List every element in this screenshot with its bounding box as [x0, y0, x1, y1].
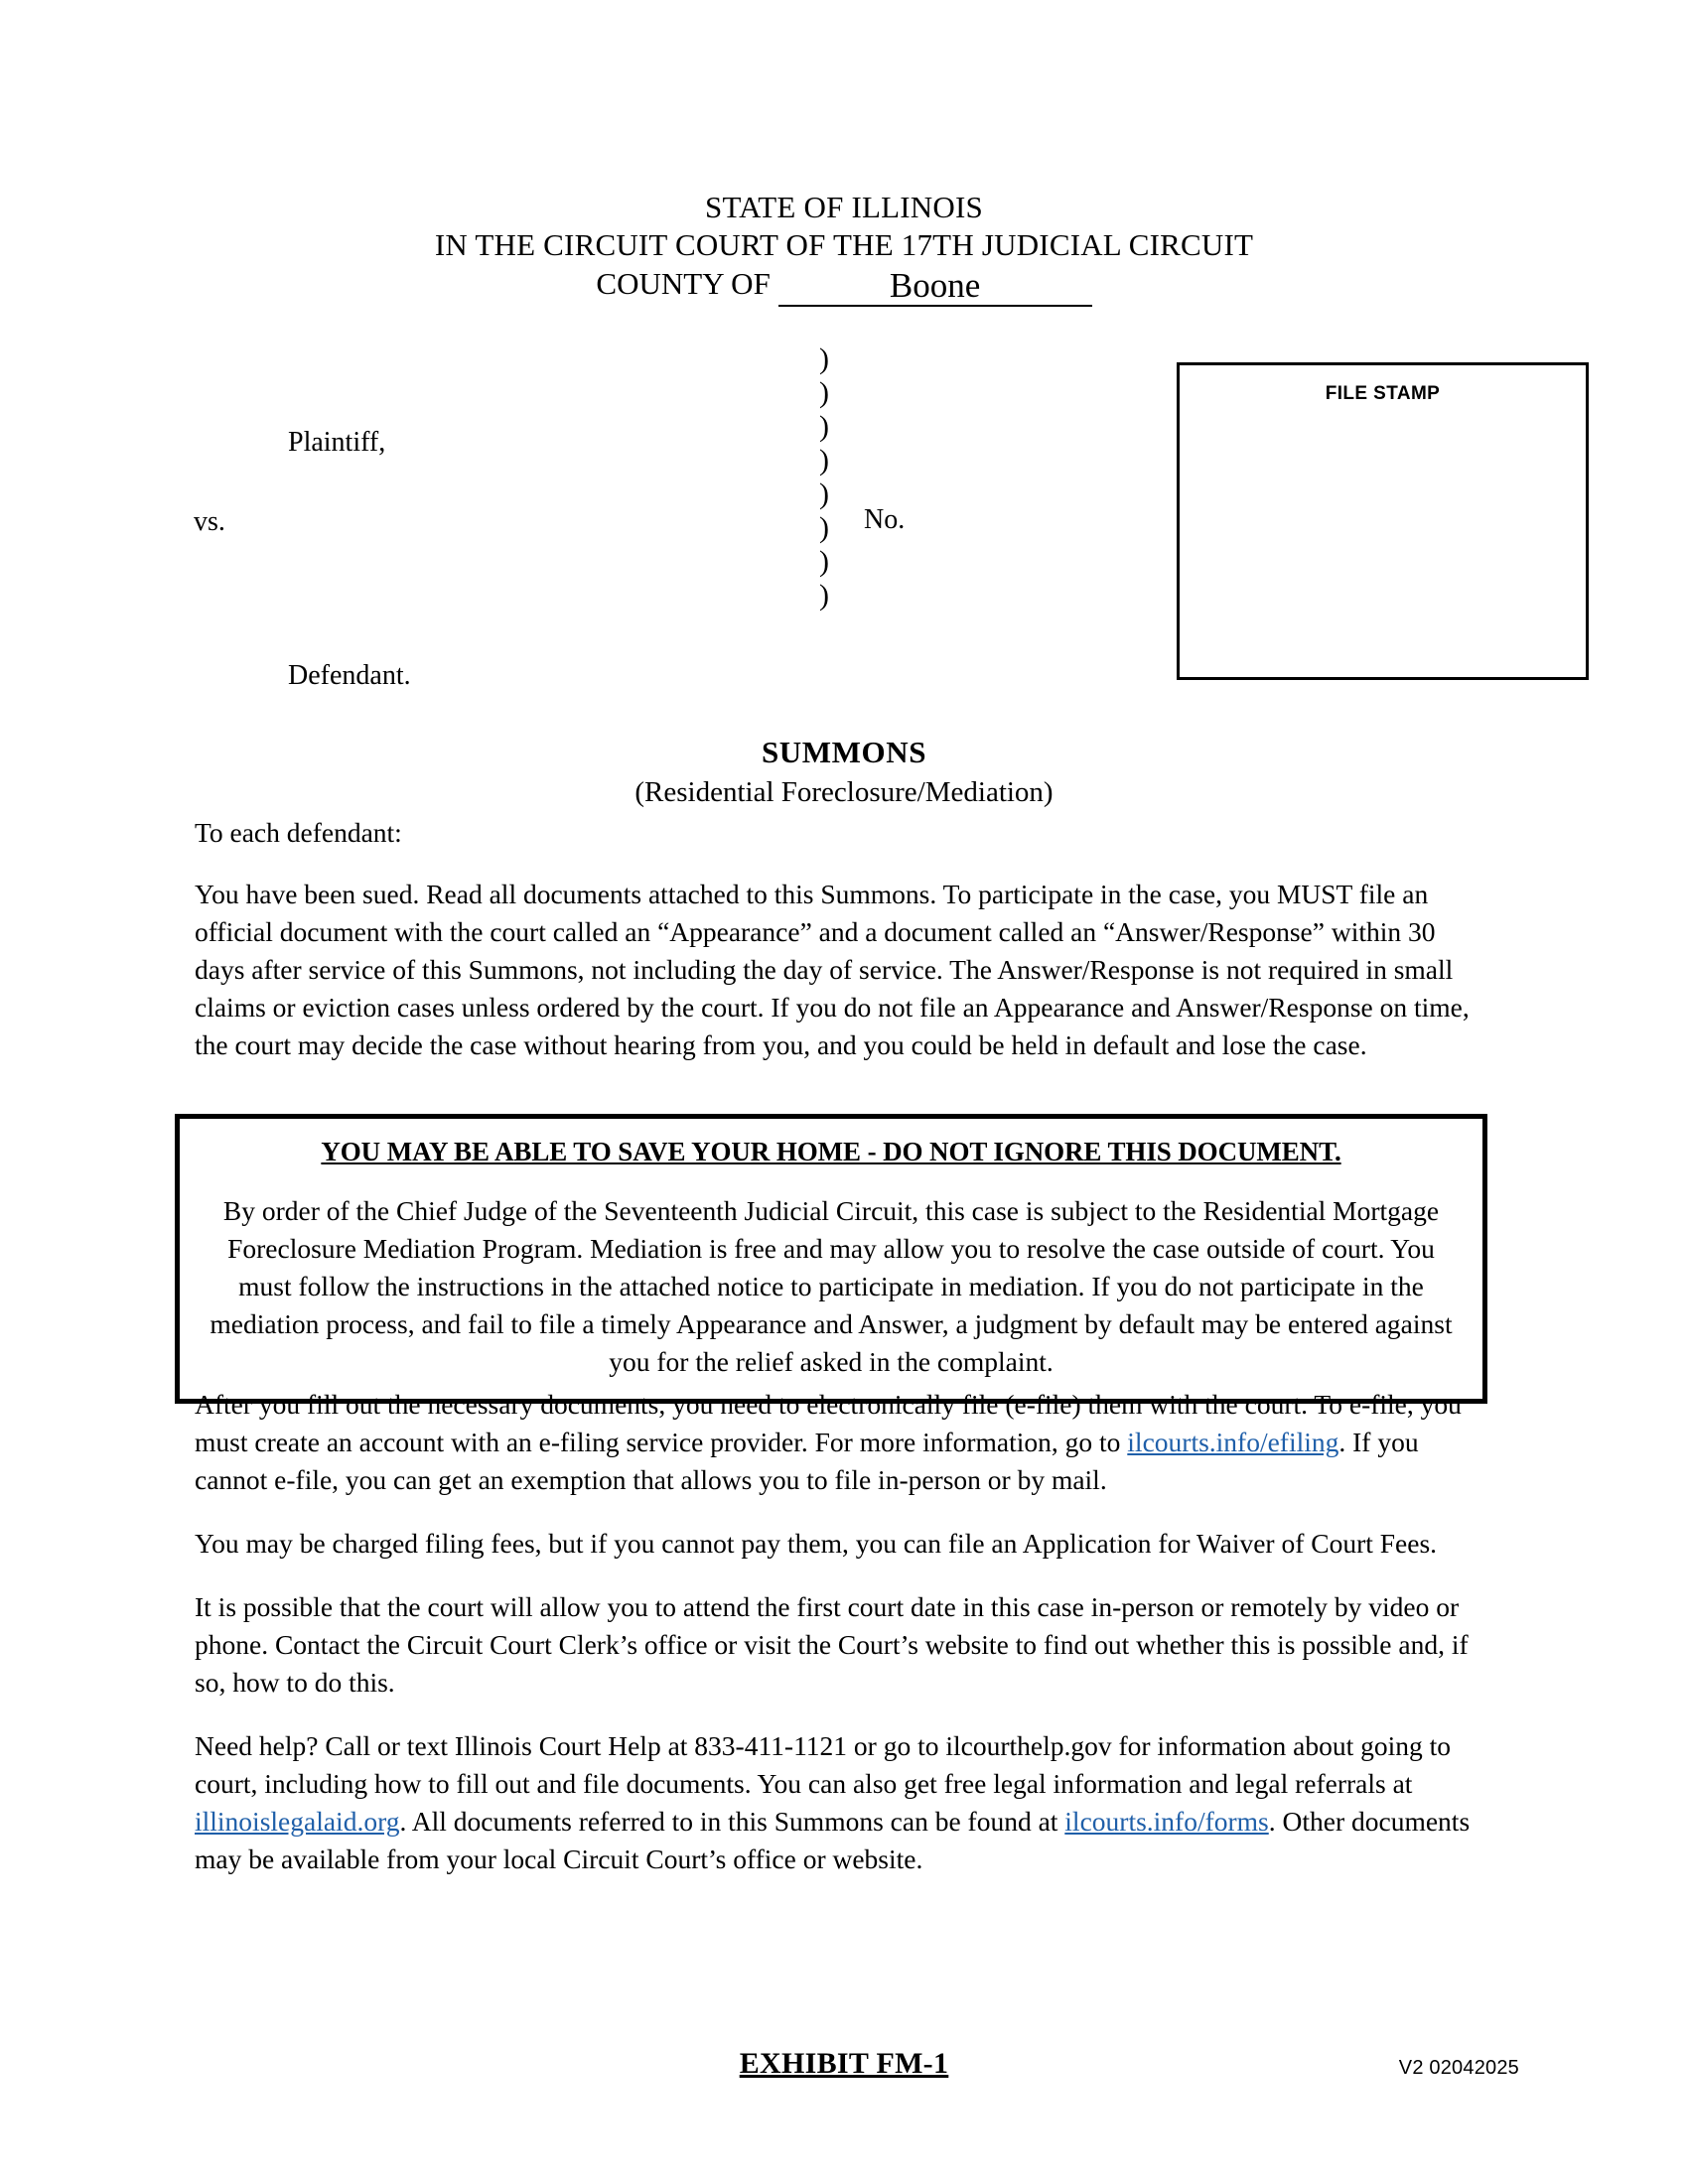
file-stamp-label: FILE STAMP	[1325, 383, 1441, 404]
defendant-label: Defendant.	[288, 660, 411, 691]
court-header	[0, 189, 1688, 307]
efiling-link[interactable]: ilcourts.info/efiling	[1127, 1427, 1339, 1457]
case-number-label: No.	[864, 504, 906, 535]
caption-paren: )	[819, 342, 829, 375]
versus-label: vs.	[194, 506, 225, 537]
case-caption	[184, 342, 1504, 690]
efile-text-after: . If you cannot e-file, you can get an exemption that allows you to file in-person or by mail.	[195, 1427, 1419, 1495]
page-title: SUMMONS	[761, 735, 927, 769]
state-line: STATE OF ILLINOIS	[705, 190, 983, 224]
file-stamp-box	[1177, 362, 1589, 680]
exhibit-label: EXHIBIT FM-1	[739, 2047, 949, 2080]
efile-text-before: After you fill out the necessary documents, you need to electronically file (e-file) them with the court. To e-file, you must create an account with an e-filing service provider. For more information, go to	[195, 1389, 1462, 1457]
help-text-before: Need help? Call or text Illinois Court Help at 833-411-1121 or go to ilcourthelp.gov for information about going to court, including how to fill out and file documents. You can also get free legal information and legal referrals at	[195, 1730, 1452, 1799]
county-line	[0, 264, 1688, 307]
lawsuit-notice-paragraph: You have been sued. Read all documents attached to this Summons. To participate in the case, you MUST file an official document with the court called an “Appearance” and a document called an “Answer/Response” within 30 days after service of this Summons, not including the day of service. The Answer/Response is not required in small claims or eviction cases unless ordered by the court. If you do not file an Appearance and Answer/Response on time, the court may decide the case without hearing from you, and you could be held in default and lose the case.	[195, 879, 1470, 1060]
caption-paren: )	[819, 545, 829, 578]
caption-paren: )	[819, 444, 829, 477]
page-subtitle: (Residential Foreclosure/Mediation)	[634, 776, 1054, 808]
plaintiff-label: Plaintiff,	[288, 427, 386, 458]
remote-appearance-paragraph: It is possible that the court will allow you to attend the first court date in this case in-person or remotely by video or phone. Contact the Circuit Court Clerk’s office or visit the Court’s website to find out whether this is possible and, if so, how to do this.	[195, 1591, 1469, 1698]
body-upper	[195, 814, 1485, 1090]
efile-paragraph	[195, 1386, 1485, 1499]
caption-paren: )	[819, 511, 829, 544]
county-value-field[interactable]: Boone	[778, 268, 1092, 307]
document-title-block	[0, 733, 1688, 812]
caption-paren: )	[819, 376, 829, 409]
caption-paren: )	[819, 410, 829, 443]
salutation: To each defendant:	[195, 817, 402, 848]
warning-body-text: By order of the Chief Judge of the Seventeenth Judicial Circuit, this case is subject to the Residential Mortgage Foreclosure Mediation Program. Mediation is free and may allow you to resolve the case outside of court. You must follow the instructions in the attached notice to participate in mediation. If you do not participate in the mediation process, and fail to file a timely Appearance and Answer, a judgment by default may be entered against you for the relief asked in the complaint.	[210, 1195, 1453, 1377]
help-text-after: . Other documents may be available from your local Circuit Court’s office or website.	[195, 1806, 1471, 1874]
caption-paren: )	[819, 579, 829, 612]
caption-paren: )	[819, 478, 829, 510]
body-lower	[195, 1386, 1485, 1904]
version-stamp: V2 02042025	[1398, 2057, 1519, 2079]
court-line: IN THE CIRCUIT COURT OF THE 17TH JUDICIAL CIRCUIT	[434, 227, 1254, 262]
mediation-warning-box	[175, 1114, 1487, 1404]
page-footer	[0, 2047, 1688, 2107]
caption-paren-column	[819, 342, 859, 613]
ilcourts-forms-link[interactable]: ilcourts.info/forms	[1064, 1806, 1269, 1837]
need-help-paragraph	[195, 1727, 1485, 1878]
illinoislegalaid-link[interactable]: illinoislegalaid.org	[195, 1806, 400, 1837]
filing-fees-paragraph: You may be charged filing fees, but if you cannot pay them, you can file an Application for Waiver of Court Fees.	[195, 1528, 1438, 1559]
warning-heading: YOU MAY BE ABLE TO SAVE YOUR HOME - DO NOT IGNORE THIS DOCUMENT.	[321, 1137, 1341, 1166]
county-label: COUNTY OF	[596, 266, 771, 301]
help-text-middle: . All documents referred to in this Summons can be found at	[399, 1806, 1065, 1837]
